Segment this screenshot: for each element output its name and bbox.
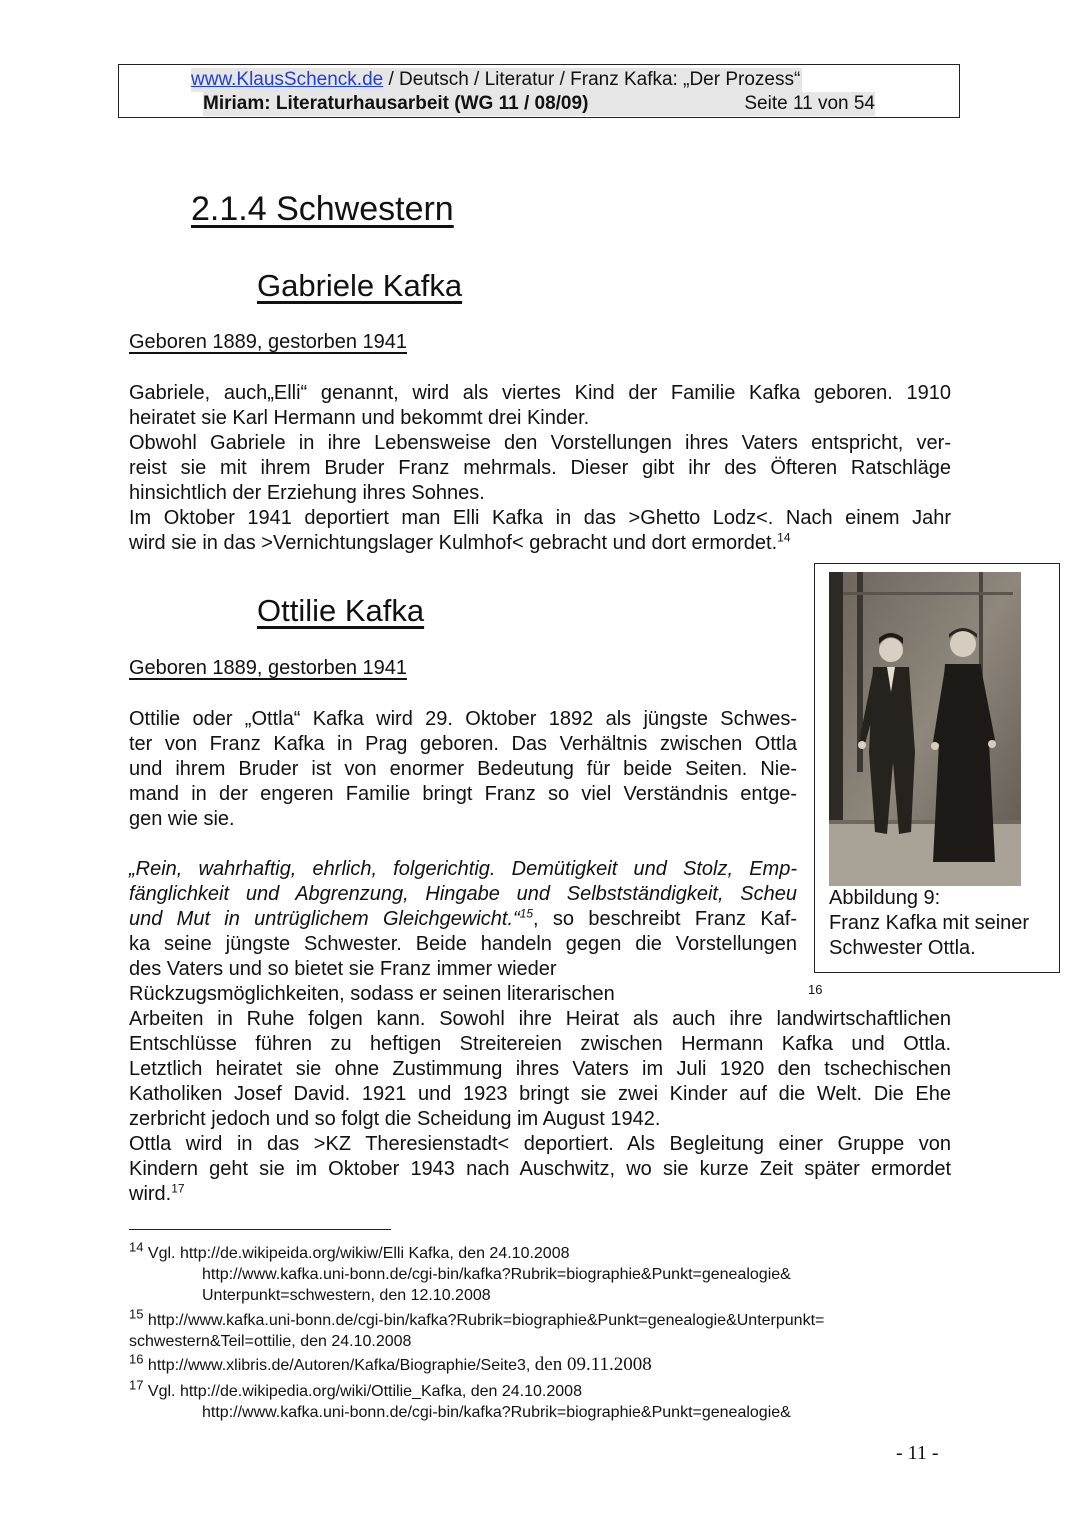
section-title: 2.1.4 Schwestern	[191, 190, 454, 228]
text-line: Rückzugsmöglichkeiten, sodass er seinen literarischen	[129, 983, 615, 1005]
text-line: wird.	[129, 1183, 172, 1205]
quote-line: fänglichkeit und Abgrenzung, Hingabe und Selbstständigkeit, Scheu	[129, 883, 797, 905]
text-line: Obwohl Gabriele in ihre Lebensweise den Vorstellungen ihres Vaters entspricht, ver-	[129, 432, 951, 454]
footnote-line[interactable]: http://www.kafka.uni-bonn.de/cgi-bin/kafka?Rubrik=biographie&Punkt=genealogie&	[202, 1266, 791, 1283]
footnote-date: den 09.11.2008	[534, 1354, 652, 1375]
text-line: Ottilie oder „Ottla“ Kafka wird 29. Oktober 1892 als jüngste Schwes-	[129, 708, 797, 730]
text-line: Ottla wird in das >KZ Theresienstadt< deportiert. Als Begleitung einer Gruppe von	[129, 1133, 951, 1155]
footnote-number: 14	[129, 1239, 144, 1255]
quote-line: „Rein, wahrhaftig, ehrlich, folgerichtig. Demütigkeit und Stolz, Emp-	[129, 858, 797, 880]
footnote-17	[129, 1377, 791, 1423]
text-line: gen wie sie.	[129, 808, 235, 830]
figure-footnote-ref[interactable]: 16	[808, 982, 823, 997]
footnote-line: Unterpunkt=schwestern, den 12.10.2008	[202, 1287, 491, 1304]
footnote-line[interactable]: http://www.xlibris.de/Autoren/Kafka/Biographie/Seite3,	[147, 1357, 535, 1374]
quote-line: und Mut in untrüglichem Gleichgewicht.“	[129, 908, 520, 930]
ottilie-heading: Ottilie Kafka	[257, 593, 425, 628]
figure-caption	[829, 886, 1029, 961]
text-line: des Vaters und so bietet sie Franz immer wieder	[129, 958, 557, 980]
header-title: Miriam: Literaturhausarbeit (WG 11 / 08/09)	[203, 93, 589, 114]
caption-line: Abbildung 9:	[829, 887, 941, 909]
text-line: Letztlich heiratet sie ohne Zustimmung ihres Vaters im Juli 1920 den tschechischen	[129, 1058, 951, 1080]
text-line: ter von Franz Kafka in Prag geboren. Das Verhältnis zwischen Ottla	[129, 733, 797, 755]
footnote-line[interactable]: http://www.kafka.uni-bonn.de/cgi-bin/kafka?Rubrik=biographie&Punkt=genealogie&Unterpunkt=	[147, 1312, 825, 1329]
footnote-number: 16	[129, 1351, 144, 1367]
gabriele-heading: Gabriele Kafka	[257, 268, 463, 303]
ottilie-intro-paragraph	[129, 707, 797, 832]
text-line: Gabriele, auch„Elli“ genannt, wird als viertes Kind der Familie Kafka geboren. 1910	[129, 382, 951, 404]
text-line: mand in der engeren Familie bringt Franz so viel Verständnis entge-	[129, 783, 797, 805]
caption-line: Schwester Ottla.	[829, 937, 976, 959]
text-line: Arbeiten in Ruhe folgen kann. Sowohl ihre Heirat als auch ihre landwirtschaftlichen	[129, 1008, 951, 1030]
ottilie-dates: Geboren 1889, gestorben 1941	[129, 657, 407, 679]
footnote-divider	[129, 1229, 391, 1230]
caption-line: Franz Kafka mit seiner	[829, 912, 1030, 934]
gabriele-paragraph	[129, 381, 951, 556]
text-line: heiratet sie Karl Hermann und bekommt drei Kinder.	[129, 407, 590, 429]
text-fragment: , so beschreibt Franz Kaf-	[533, 908, 797, 930]
footnote-number: 15	[129, 1306, 144, 1322]
text-line: Im Oktober 1941 deportiert man Elli Kafka in das >Ghetto Lodz<. Nach einem Jahr	[129, 507, 951, 529]
footnote-line[interactable]: Vgl. http://de.wikipeida.org/wikiw/Elli Kafka, den 24.10.2008	[147, 1245, 570, 1262]
header-line-1	[191, 68, 802, 92]
footnote-14	[129, 1239, 791, 1306]
site-link[interactable]: www.KlausSchenck.de	[191, 69, 384, 90]
text-line: wird sie in das >Vernichtungslager Kulmhof< gebracht und dort ermordet.	[129, 532, 778, 554]
footnote-line[interactable]: http://www.kafka.uni-bonn.de/cgi-bin/kafka?Rubrik=biographie&Punkt=genealogie&	[202, 1404, 791, 1421]
gabriele-dates: Geboren 1889, gestorben 1941	[129, 331, 407, 353]
header-line-2	[203, 92, 875, 116]
text-line: Katholiken Josef David. 1921 und 1923 bringt sie zwei Kinder auf die Welt. Die Ehe	[129, 1083, 951, 1105]
text-line: ka seine jüngste Schwester. Beide handeln gegen die Vorstellungen	[129, 933, 797, 955]
text-line: hinsichtlich der Erziehung ihres Sohnes.	[129, 482, 485, 504]
page-header	[118, 64, 960, 118]
text-line: zerbricht jedoch und so folgt die Scheidung im August 1942.	[129, 1108, 661, 1130]
footnote-ref[interactable]: 15	[519, 906, 534, 921]
header-page-indicator: Seite 11 von 54	[744, 93, 875, 114]
text-line: und ihrem Bruder ist von enormer Bedeutung für beide Seiten. Nie-	[129, 758, 797, 780]
footnote-ref[interactable]: 17	[171, 1181, 185, 1196]
footnote-ref[interactable]: 14	[777, 530, 791, 545]
photo-kafka-ottla	[829, 572, 1021, 886]
footnote-15	[129, 1306, 825, 1352]
text-line: reist sie mit ihrem Bruder Franz mehrmals. Dieser gibt ihr des Öfteren Ratschläge	[129, 457, 951, 479]
footnote-line: schwestern&Teil=ottilie, den 24.10.2008	[129, 1333, 412, 1350]
footnote-line[interactable]: Vgl. http://de.wikipedia.org/wiki/Ottilie_Kafka, den 24.10.2008	[147, 1383, 582, 1400]
footnote-number: 17	[129, 1377, 144, 1393]
photo-illustration	[829, 572, 1021, 886]
page-number: - 11 -	[896, 1442, 939, 1464]
header-path: / Deutsch / Literatur / Franz Kafka: „Der Prozess“	[383, 69, 801, 90]
ottilie-body-paragraph	[129, 1007, 951, 1207]
text-line: Kindern geht sie im Oktober 1943 nach Auschwitz, wo sie kurze Zeit später ermordet	[129, 1158, 951, 1180]
figure-box	[814, 563, 1060, 973]
ottilie-quote-paragraph	[129, 857, 797, 1007]
text-line: Entschlüsse führen zu heftigen Streitereien zwischen Hermann Kafka und Ottla.	[129, 1033, 951, 1055]
footnote-16	[129, 1351, 652, 1376]
